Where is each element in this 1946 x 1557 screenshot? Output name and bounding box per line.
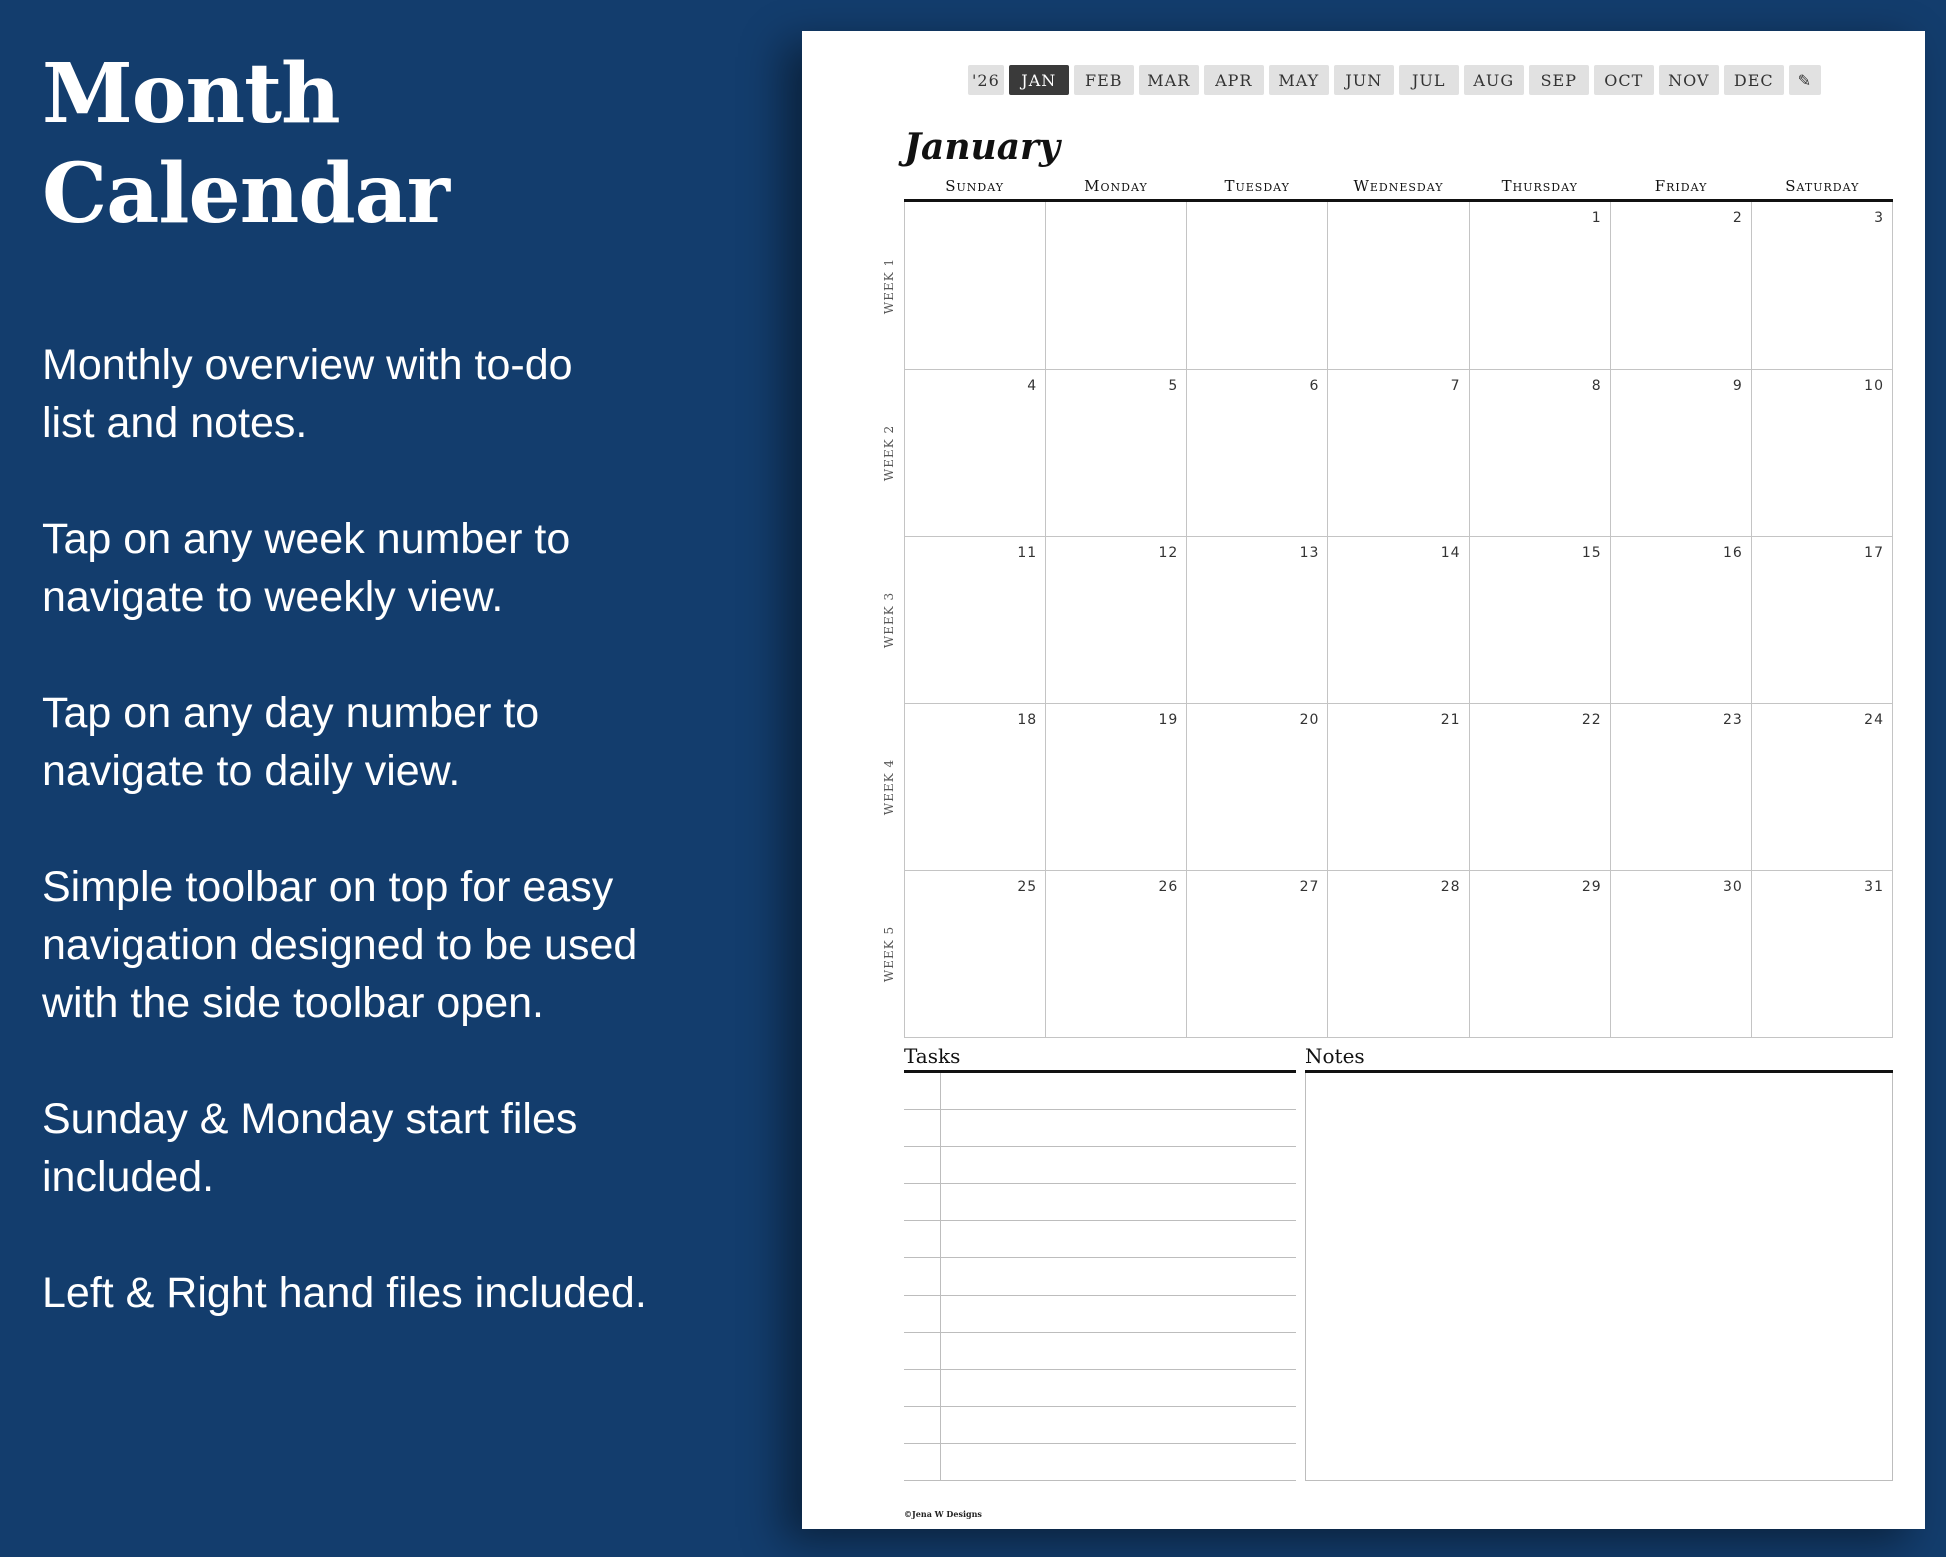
feature-text: Sunday & Monday start files included. [42, 1095, 578, 1201]
day-cell[interactable] [1470, 870, 1611, 1037]
month-tab-jan[interactable]: JAN [1009, 65, 1069, 95]
month-tab-jul[interactable]: JUL [1399, 65, 1459, 95]
month-tab-feb[interactable]: FEB [1074, 65, 1134, 95]
task-checkbox-divider [940, 1370, 941, 1406]
task-row[interactable] [904, 1073, 1296, 1110]
promo-panel [42, 44, 742, 1380]
feature-text: Simple toolbar on top for easy navigation designed to be used with the side toolbar open. [42, 863, 638, 1027]
task-checkbox-divider [940, 1184, 941, 1220]
day-cell[interactable] [1328, 703, 1469, 870]
promo-headline: Month Calendar [42, 46, 450, 242]
weekday-sunday: Sunday [945, 177, 1005, 195]
day-number[interactable]: 26 [1158, 879, 1179, 895]
task-checkbox-divider [940, 1147, 941, 1183]
day-cell[interactable] [905, 703, 1046, 870]
week-label-text[interactable]: WEEK 5 [882, 926, 896, 983]
day-number[interactable]: 3 [1874, 210, 1884, 226]
month-tab-jun[interactable]: JUN [1334, 65, 1394, 95]
day-cell[interactable] [1611, 870, 1752, 1037]
day-cell[interactable] [1328, 202, 1469, 369]
month-tab-dec[interactable]: DEC [1724, 65, 1784, 95]
feature-text: Tap on any day number to navigate to daily view. [42, 689, 540, 795]
day-number[interactable]: 30 [1723, 879, 1743, 895]
day-cell[interactable] [1611, 369, 1752, 536]
day-cell[interactable] [1187, 369, 1328, 536]
month-title: January [904, 126, 1060, 168]
task-row[interactable] [904, 1333, 1296, 1370]
day-number[interactable]: 7 [1450, 378, 1461, 394]
day-number[interactable]: 2 [1732, 210, 1743, 226]
weekday-thursday: Thursday [1501, 177, 1578, 195]
day-cell[interactable] [1752, 369, 1893, 536]
task-row[interactable] [904, 1258, 1296, 1295]
day-number[interactable]: 13 [1299, 545, 1320, 561]
month-tab-aug[interactable]: AUG [1464, 65, 1524, 95]
day-cell[interactable] [905, 202, 1046, 369]
day-number[interactable]: 22 [1581, 712, 1602, 728]
day-cell[interactable] [1328, 369, 1469, 536]
day-number[interactable]: 18 [1017, 712, 1038, 728]
task-checkbox-divider [940, 1258, 941, 1294]
day-cell[interactable] [1187, 202, 1328, 369]
week-label-1[interactable] [882, 202, 896, 369]
week-label-text[interactable]: WEEK 4 [882, 759, 896, 816]
task-row[interactable] [904, 1184, 1296, 1221]
day-number[interactable]: 9 [1732, 378, 1743, 394]
month-tab-mar[interactable]: MAR [1139, 65, 1199, 95]
task-checkbox-divider [940, 1444, 941, 1480]
day-number[interactable]: 6 [1309, 378, 1320, 394]
day-cell[interactable] [1470, 536, 1611, 703]
notes-area[interactable] [1305, 1073, 1893, 1481]
day-number[interactable]: 17 [1864, 545, 1884, 561]
day-number[interactable]: 28 [1440, 879, 1461, 895]
day-cell[interactable] [1046, 202, 1187, 369]
task-row[interactable] [904, 1370, 1296, 1407]
day-cell[interactable] [1046, 369, 1187, 536]
day-cell[interactable] [1611, 536, 1752, 703]
week-label-text[interactable]: WEEK 3 [882, 591, 896, 649]
pen-icon[interactable]: ✎ [1789, 65, 1821, 95]
task-checkbox-divider [940, 1110, 941, 1146]
day-number[interactable]: 20 [1299, 712, 1320, 728]
day-cell[interactable] [1752, 703, 1893, 870]
tasks-title: Tasks [904, 1044, 961, 1068]
year-button[interactable]: '26 [968, 65, 1004, 95]
day-cell[interactable] [1611, 202, 1752, 369]
task-checkbox-divider [940, 1333, 941, 1369]
day-cell[interactable] [1328, 870, 1469, 1037]
day-number[interactable]: 29 [1581, 879, 1602, 895]
day-cell[interactable] [1046, 870, 1187, 1037]
month-grid [904, 202, 1893, 1038]
task-checkbox-divider [940, 1073, 941, 1109]
task-row[interactable] [904, 1296, 1296, 1333]
day-cell[interactable] [1470, 369, 1611, 536]
day-number[interactable]: 10 [1864, 378, 1884, 394]
weekday-friday: Friday [1654, 177, 1708, 195]
task-checkbox-divider [940, 1407, 941, 1443]
feature-text: Left & Right hand files included. [42, 1269, 647, 1317]
day-number[interactable]: 19 [1158, 712, 1179, 728]
task-row[interactable] [904, 1407, 1296, 1444]
month-tab-oct[interactable]: OCT [1594, 65, 1654, 95]
day-cell[interactable] [1470, 202, 1611, 369]
weekday-header [904, 177, 1893, 195]
week-label-4[interactable] [882, 704, 896, 871]
month-toolbar [968, 65, 1821, 95]
month-tab-nov[interactable]: NOV [1659, 65, 1719, 95]
day-cell[interactable] [1752, 202, 1893, 369]
day-number[interactable]: 21 [1440, 712, 1461, 728]
day-cell[interactable] [905, 870, 1046, 1037]
day-number[interactable]: 12 [1158, 545, 1179, 561]
day-number[interactable]: 24 [1864, 712, 1884, 728]
task-row[interactable] [904, 1147, 1296, 1184]
day-cell[interactable] [905, 369, 1046, 536]
task-checkbox-divider [940, 1221, 941, 1257]
task-row[interactable] [904, 1221, 1296, 1258]
month-tab-may[interactable]: MAY [1269, 65, 1329, 95]
weekday-saturday: Saturday [1785, 177, 1860, 195]
day-number[interactable]: 25 [1017, 879, 1038, 895]
day-cell[interactable] [1187, 536, 1328, 703]
day-cell[interactable] [1470, 703, 1611, 870]
month-tab-sep[interactable]: SEP [1529, 65, 1589, 95]
copyright: ©Jena W Designs [904, 1509, 982, 1519]
weekday-wednesday: Wednesday [1353, 177, 1444, 195]
day-cell[interactable] [1046, 703, 1187, 870]
day-cell[interactable] [1752, 870, 1893, 1037]
day-number[interactable]: 23 [1723, 712, 1743, 728]
week-label-text[interactable]: WEEK 1 [882, 257, 896, 314]
day-number[interactable]: 31 [1864, 879, 1884, 895]
day-cell[interactable] [1187, 870, 1328, 1037]
day-number[interactable]: 8 [1591, 378, 1602, 394]
day-cell[interactable] [1611, 703, 1752, 870]
day-number[interactable]: 4 [1027, 378, 1038, 394]
day-cell[interactable] [1187, 703, 1328, 870]
day-number[interactable]: 15 [1581, 545, 1602, 561]
weekday-tuesday: Tuesday [1224, 177, 1290, 195]
tasks-list [904, 1073, 1296, 1481]
week-label-5[interactable] [882, 871, 896, 1038]
notes-title: Notes [1305, 1044, 1365, 1068]
task-checkbox-divider [940, 1296, 941, 1332]
day-cell[interactable] [1046, 536, 1187, 703]
day-cell[interactable] [1328, 536, 1469, 703]
feature-text: Tap on any week number to navigate to weekly view. [42, 515, 571, 621]
day-number[interactable]: 1 [1591, 210, 1602, 226]
planner-page [802, 31, 1925, 1529]
task-row[interactable] [904, 1110, 1296, 1147]
week-label-2[interactable] [882, 369, 896, 536]
day-number[interactable]: 14 [1440, 545, 1461, 561]
weekday-monday: Monday [1084, 177, 1148, 195]
day-cell[interactable] [905, 536, 1046, 703]
week-label-3[interactable] [882, 536, 896, 703]
feature-text: Monthly overview with to-do list and notes. [42, 341, 573, 447]
feature-list [42, 336, 742, 1322]
day-cell[interactable] [1752, 536, 1893, 703]
day-number[interactable]: 5 [1168, 378, 1179, 394]
task-row[interactable] [904, 1444, 1296, 1481]
day-number[interactable]: 27 [1299, 879, 1320, 895]
day-number[interactable]: 11 [1017, 545, 1038, 561]
month-tab-apr[interactable]: APR [1204, 65, 1264, 95]
day-number[interactable]: 16 [1723, 545, 1743, 561]
week-label-text[interactable]: WEEK 2 [882, 424, 896, 481]
